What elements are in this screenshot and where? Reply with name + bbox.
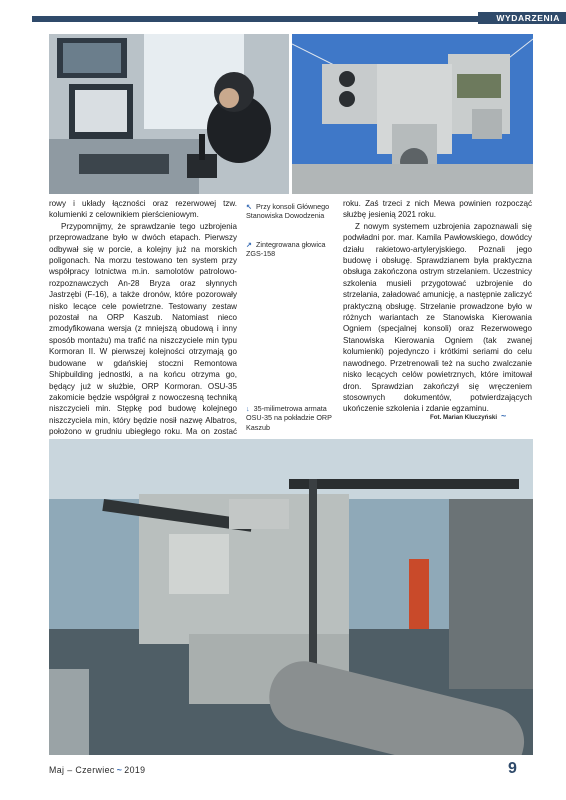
- article-column-left: [49, 198, 237, 460]
- wave-logo-icon: ~: [116, 765, 123, 775]
- paragraph: rowy i układy łączności oraz rezerwowej tzw. kolumienki z celownikiem pierścieniowym.: [49, 199, 237, 220]
- paragraph: Z nowym systemem uzbrojenia zapoznawali się podwładni por. mar. Kamila Pawłowskiego, dowódcy działu rakietowo-artyleryjskiego. Poznali jego budowę i obsługę. Sprawdzianem była praktyczna obsługa zakończona ostrym strzelaniem. Uczestnicy szkolenia musieli przygotować uzbrojenie do strzelania, załadować amunicję, a następnie zaliczyć praktyczną obsługę. Strzelanie prowadzone było w różnych wariantach ze Stanowiska Kierowania Ogniem (specjalnej konsoli) oraz Rezerwowego Stanowiska Kierowania Ogniem (tak zwanej kolumienki) pojedynczo i krótkimi seriami do celu nawodnego. Przetrenowali też na sucho zwalczanie nisko lecących celów powietrznych, które imitował dron. Sprawdzian zakończył się wręczeniem stosownych dokumentów, potwierdzających ukończenie szkolenia i zdanie egzaminu.: [343, 221, 532, 414]
- section-tag: WYDARZENIA: [478, 12, 566, 24]
- photo-credit: Fot. Marian Kluczyński ~: [430, 411, 507, 421]
- article-column-right: [343, 198, 532, 415]
- arrow-up-right-icon: ↗: [246, 240, 253, 249]
- arrow-up-left-icon: ↖: [246, 202, 253, 211]
- photo-caption-head: ↗ Zintegrowana głowica ZGS-158: [246, 240, 326, 259]
- console-operator-photo: [49, 34, 289, 194]
- paragraph: roku. Zaś trzeci z nich Mewa powinien rozpocząć służbę jesienią 2021 roku.: [343, 199, 532, 220]
- zgs-158-head-photo: [292, 34, 533, 194]
- sensor-head-illustration: [292, 34, 533, 194]
- page-number: 9: [508, 760, 517, 777]
- paragraph: Przypomnijmy, że sprawdzanie tego uzbrojenia przeprowadzane było w dwóch etapach. Pierwszy odbywał się w porcie, a kolejny już na morskich poligonach. Na morzu testowano ten system przy współpracy lotnictwa m.in. samolotów patrolowo-rozpoznawczych An-28 Bryza oraz słynnych Jastrzębi (F-16), a także dronów, które pozorowały nisko lecące cele powietrzne. Testowany zestaw pozostał na ORP Kaszub. Natomiast nieco zmodyfikowana wersja (z mniejszą obudową i inny sposób montażu) ma trafić na niszczyciele min typu Kormoran II. W pierwszej kolejności otrzymają go budowane w gdańskiej stoczni Remontowa Shipbuilding jednostki, a na końcu otrzyma go, będący już w służbie, ORP Kormoran. OSU-35 zakomicie będzie współgrał z nowoczesną techniką niszczycieli min. Stępkę pod budowę kolejnego niszczyciela min, który będzie nosił nazwę Albatros, położono w grudniu ubiegłego roku. Ma on zostać: [49, 221, 237, 437]
- naval-gun-illustration: [49, 439, 533, 755]
- photo-caption-console: ↖ Przy konsoli Głównego Stanowiska Dowodzenia: [246, 202, 330, 221]
- photo-caption-gun: ↓ 35-milimetrowa armata OSU-35 na pokładzie ORP Kaszub: [246, 404, 332, 432]
- issue-date: Maj – Czerwiec ~ 2019: [49, 765, 146, 775]
- console-illustration: [49, 34, 289, 194]
- osu-35-gun-photo: [49, 439, 533, 755]
- wave-logo-icon: ~: [501, 411, 507, 421]
- arrow-down-icon: ↓: [246, 404, 250, 413]
